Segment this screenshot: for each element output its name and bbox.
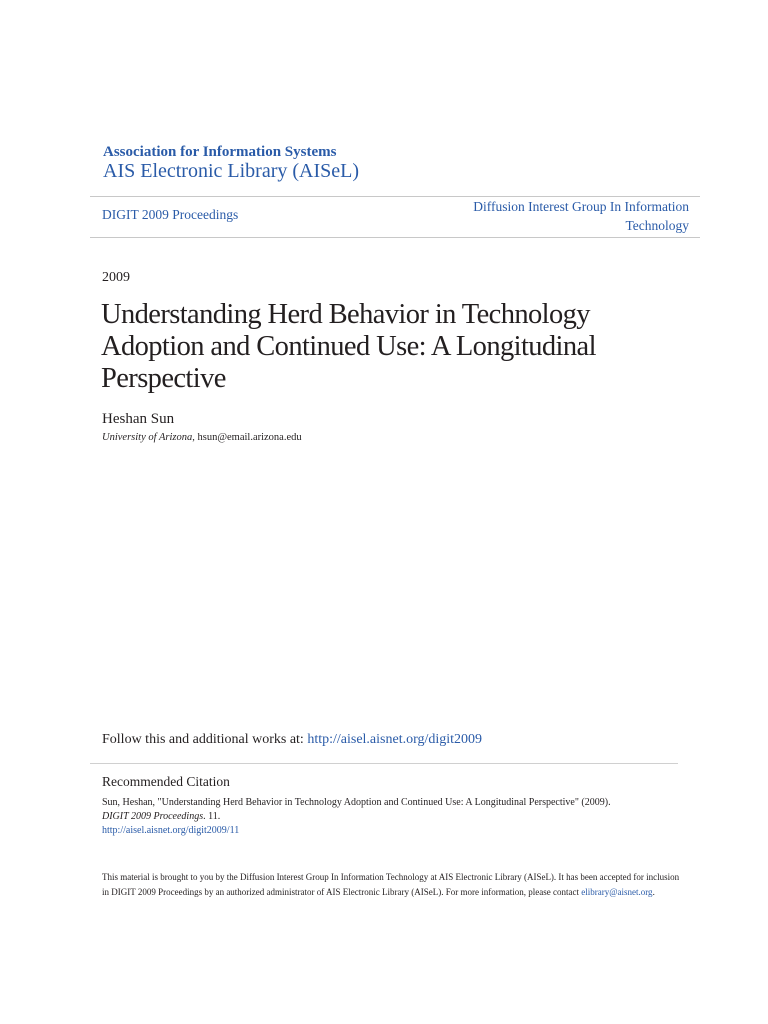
association-name[interactable]: Association for Information Systems bbox=[103, 144, 337, 160]
follow-link[interactable]: http://aisel.aisnet.org/digit2009 bbox=[307, 732, 483, 747]
follow-prefix: Follow this and additional works at: bbox=[102, 732, 308, 747]
library-name[interactable]: AIS Electronic Library (AISeL) bbox=[103, 160, 360, 182]
citation-text: Sun, Heshan, "Understanding Herd Behavior in Technology Adoption and Continued Use: A Longitudinal Perspective" (2009). bbox=[102, 797, 611, 808]
proceedings-link[interactable]: DIGIT 2009 Proceedings bbox=[102, 207, 239, 222]
header-divider bbox=[90, 237, 700, 238]
citation-body bbox=[102, 796, 692, 838]
footer-notice bbox=[102, 870, 682, 900]
publication-year: 2009 bbox=[102, 270, 130, 285]
affiliation-institution: University of Arizona bbox=[102, 432, 193, 443]
author-affiliation bbox=[102, 432, 302, 443]
citation-venue-title: DIGIT 2009 Proceedings bbox=[102, 811, 204, 822]
footer-period: . bbox=[652, 887, 655, 897]
paper-title: Understanding Herd Behavior in Technology Adoption and Continued Use: A Longitudinal Perspective bbox=[101, 299, 596, 394]
author-name: Heshan Sun bbox=[102, 411, 175, 427]
citation-venue bbox=[102, 810, 692, 824]
affiliation-email: , hsun@email.arizona.edu bbox=[192, 432, 302, 443]
footer-email-link[interactable]: elibrary@aisnet.org bbox=[581, 887, 653, 897]
citation-heading: Recommended Citation bbox=[102, 774, 230, 789]
follow-line bbox=[102, 732, 482, 748]
citation-link[interactable]: http://aisel.aisnet.org/digit2009/11 bbox=[102, 825, 240, 836]
citation-venue-number: . 11. bbox=[203, 811, 221, 822]
citation-divider bbox=[90, 763, 678, 764]
footer-text: This material is brought to you by the Diffusion Interest Group In Information Technology at AIS Electronic Library (AISeL). It has been accepted for inclusion in DIGIT 2009 Proceedings by an authorized administrator of AIS Electronic Library (AISeL). For more information, please contact bbox=[102, 872, 680, 897]
interest-group-link[interactable]: Diffusion Interest Group In Information Technology bbox=[473, 199, 689, 233]
